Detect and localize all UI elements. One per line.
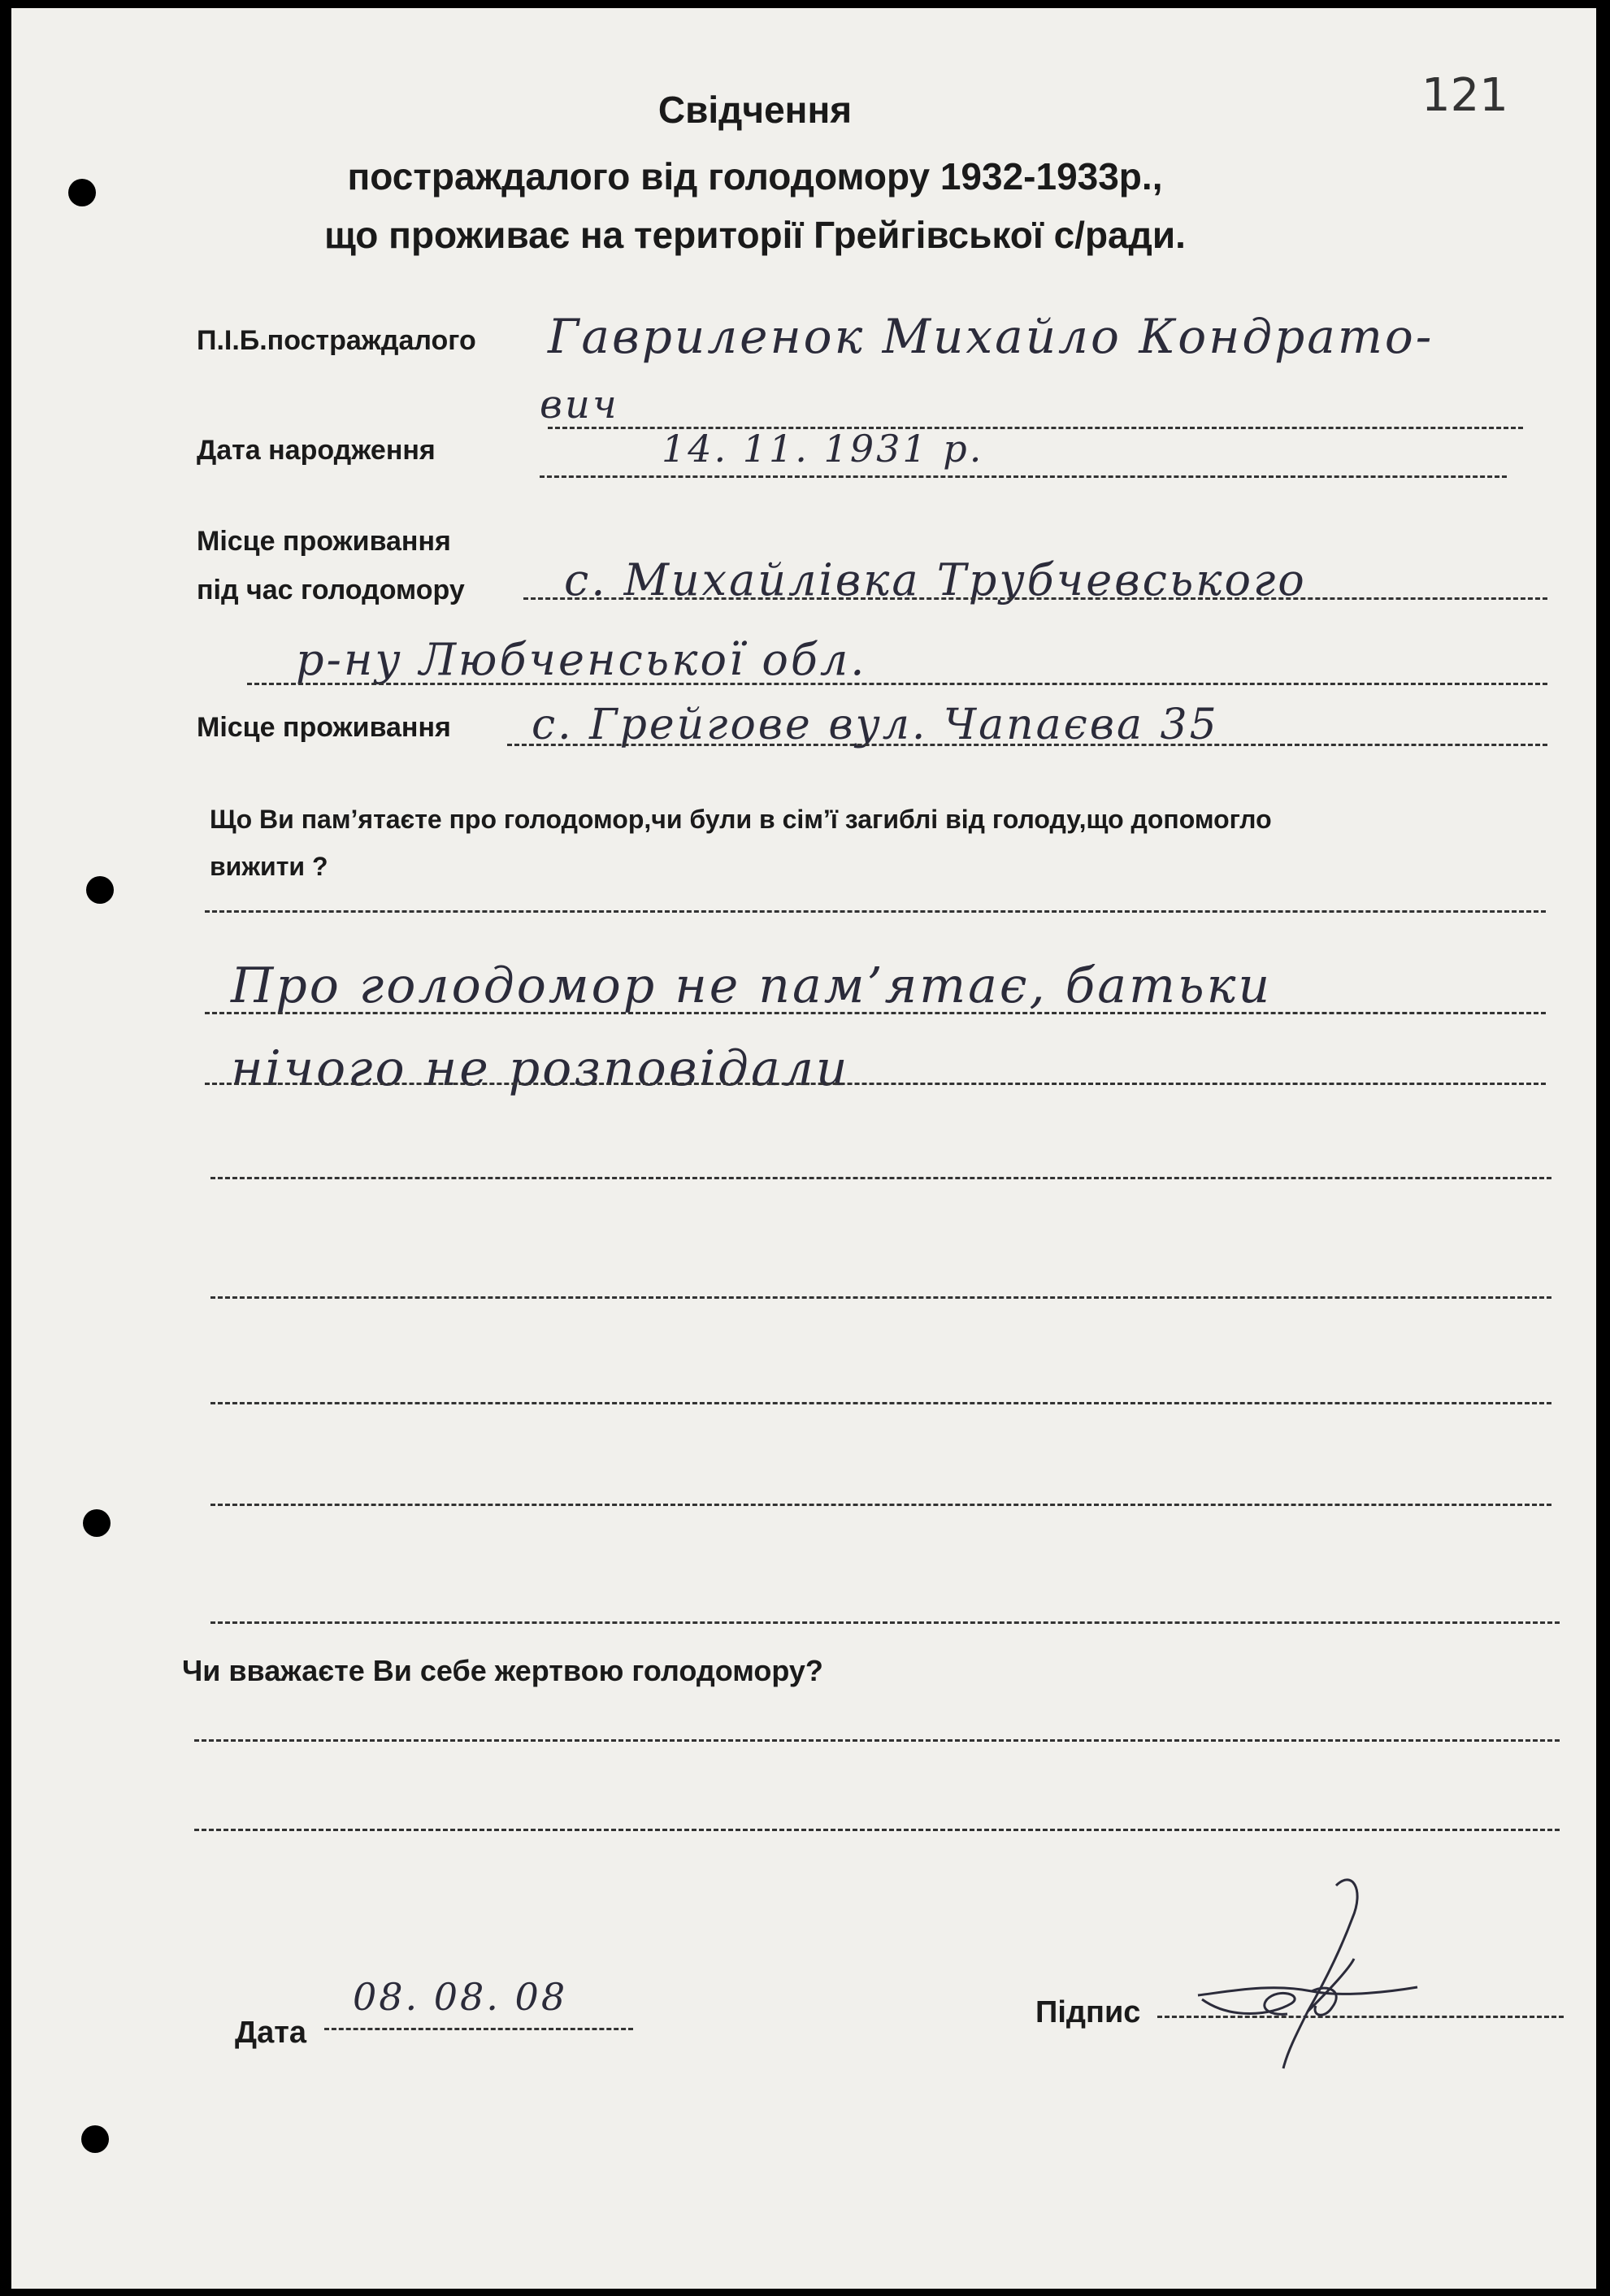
date-value: 08. 08. 08: [353, 1975, 568, 2019]
birth-value: 14. 11. 1931 р.: [662, 427, 984, 471]
document-subtitle: постраждалого від голодомору 1932-1933р.,: [347, 155, 1163, 197]
dotted-line: [540, 475, 1507, 478]
dotted-line: [194, 1829, 1560, 1831]
dotted-line: [523, 597, 1547, 600]
answer-1: Про голодомор не пам’ятає, батьки: [231, 957, 1273, 1014]
date-label: Дата: [235, 2016, 306, 2050]
document-page: [11, 8, 1596, 2289]
punch-hole: [81, 2125, 109, 2153]
residence-famine-value: с. Михайлівка Трубчевського: [564, 554, 1307, 605]
question-1: Що Ви пам’ятаєте про голодомор,чи були в сім’ї загиблі від голоду,що допомогло: [210, 805, 1272, 834]
dotted-line: [210, 1296, 1551, 1299]
dotted-line: [247, 683, 1547, 685]
residence-famine-value-continued: р-ну Любченської обл.: [296, 634, 867, 685]
name-value: Гавриленок Михайло Кондрато-: [548, 309, 1434, 364]
name-value-continued: вич: [540, 382, 619, 428]
dotted-line: [324, 2028, 633, 2030]
dotted-line: [194, 1739, 1560, 1742]
punch-hole: [86, 876, 114, 904]
residence-value: с. Грейгове вул. Чапаєва 35: [532, 701, 1219, 749]
document-title: Свідчення: [657, 89, 853, 131]
dotted-line: [205, 1083, 1546, 1085]
dotted-line: [210, 1504, 1551, 1506]
question-2: Чи вважаєте Ви себе жертвою голодомору?: [182, 1654, 823, 1687]
name-label: П.І.Б.постраждалого: [197, 325, 476, 356]
dotted-line: [205, 1012, 1546, 1014]
residence-label: Місце проживання: [197, 712, 451, 743]
residence-famine-label: Місце проживання: [197, 526, 451, 557]
birth-label: Дата народження: [197, 435, 436, 466]
dotted-line: [210, 1402, 1551, 1404]
dotted-line: [210, 1177, 1551, 1179]
answer-1-continued: нічого не розповідали: [231, 1040, 850, 1097]
document-subtitle-2: що проживає на території Грейгівської с/ради.: [324, 214, 1186, 256]
question-1-continued: вижити ?: [210, 852, 328, 881]
dotted-line: [210, 1621, 1560, 1624]
page-number: 121: [1421, 69, 1508, 122]
punch-hole: [83, 1509, 111, 1537]
residence-famine-label-2: під час голодомору: [197, 575, 465, 605]
signature: [1149, 1869, 1426, 2072]
dotted-line: [507, 744, 1547, 746]
signature-label: Підпис: [1035, 1995, 1141, 2029]
dotted-line: [205, 910, 1546, 913]
